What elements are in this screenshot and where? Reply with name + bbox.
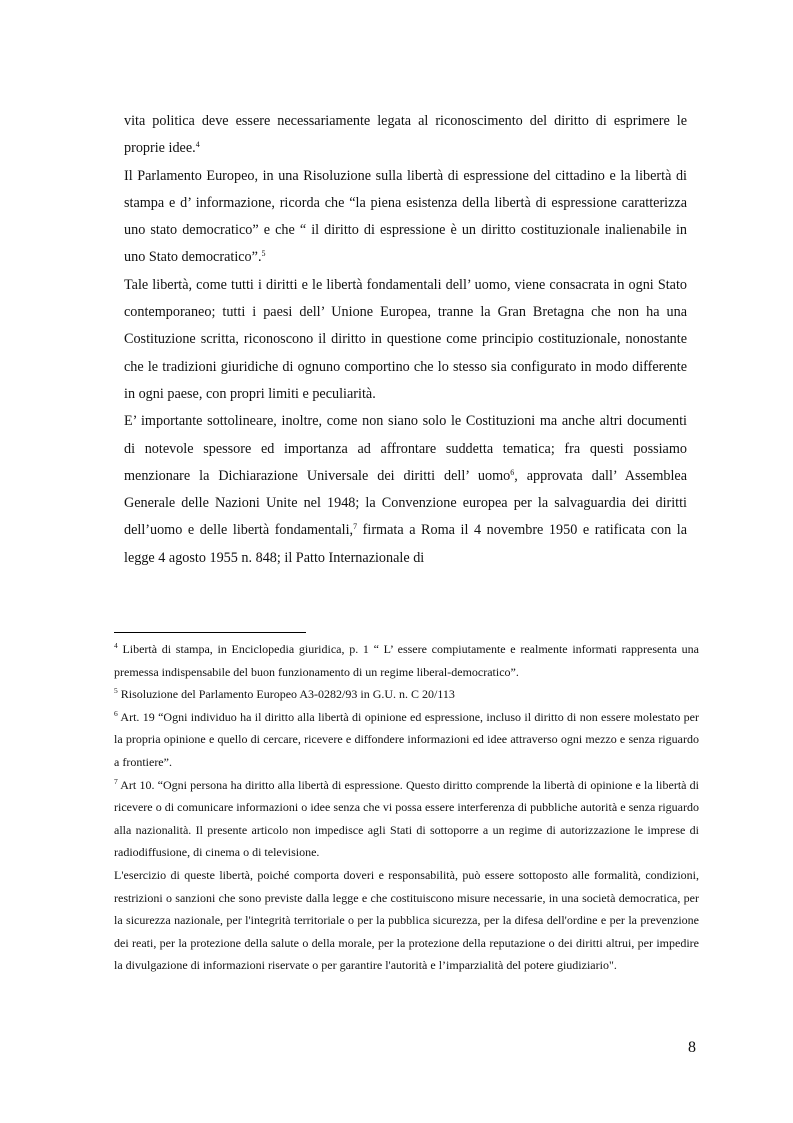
paragraph-3-text: Tale libertà, come tutti i diritti e le libertà fondamentali dell’ uomo, viene consacrata in ogni Stato contemporaneo; tutti i paesi dell’ Unione Europea, tranne la Gran Bretagna che non ha una Costituzione scritta, riconoscono il diritto in questione come principio costituzionale, nonostante che le tradizioni giuridiche di ognuno comportino che lo stesso sia configurato in modo differente in ogni paese, con propri limiti e peculiarità. [124,276,687,402]
footnote-text: Art 10. “Ogni persona ha diritto alla libertà di espressione. Questo diritto comprende la libertà di opinione e la libertà di ricevere o di comunicare informazioni o idee senza che vi possa essere interferenza di pubbliche autorità e senza riguardo alla nazionalità. Il presente articolo non impedisce agli Stati di sottoporre a un regime di autorizzazione le imprese di radiodiffusione, di cinema o di televisione. [114,777,699,860]
footnote-text: Libertà di stampa, in Enciclopedia giuridica, p. 1 “ L’ essere compiutamente e realmente informati rappresenta una premessa indispensabile del buon funzionamento di un regime liberal-democratico”. [114,642,699,679]
footnote-ref-6[interactable]: 6 [510,467,515,477]
paragraph-3 [124,272,687,408]
footnote-text: Art. 19 “Ogni individuo ha il diritto alla libertà di opinione ed espressione, incluso il diritto di non essere molestato per la propria opinione e quello di cercare, ricevere e diffondere informazioni ed idee attraverso ogni mezzo e senza riguardo a frontiere”. [114,709,699,769]
footnote-text: Risoluzione del Parlamento Europeo A3-0282/93 in G.U. n. C 20/113 [117,687,455,702]
paragraph-4 [124,408,687,572]
footnote-4 [114,638,699,683]
footnote-7-continuation: L'esercizio di queste libertà, poiché comporta doveri e responsabilità, può essere sottoposto alle formalità, condizioni, restrizioni o sanzioni che sono previste dalla legge e che costituiscono misure necessarie, in una società democratica, per la sicurezza nazionale, per l'integrità territoriale o per la pubblica sicurezza, per la difesa dell'ordine e per la prevenzione dei reati, per la protezione della salute o della morale, per la protezione della reputazione o dei diritti altrui, per impedire la divulgazione di informazioni riservate o per garantire l'autorità e l’imparzialità del potere giudiziario". [114,867,699,973]
footnote-5 [114,683,699,706]
footnote-separator [114,632,306,633]
paragraph-2-text: Il Parlamento Europeo, in una Risoluzione sulla libertà di espressione del cittadino e la libertà di stampa e d’ informazione, ricorda che “la piena esistenza della libertà di espressione caratterizza uno stato democratico” e che “ il diritto di espressione è un diritto costituzionale inalienabile in uno Stato democratico”. [124,167,687,266]
footnote-number: 4 [114,641,118,650]
footnote-number: 5 [114,686,118,696]
footnote-ref-5[interactable]: 5 [261,249,266,259]
footnote-7 [114,774,699,864]
paragraph-1 [124,108,687,163]
footnote-number: 6 [114,708,118,718]
footnote-number: 7 [114,776,118,786]
footnote-6 [114,706,699,774]
paragraph-1-text: vita politica deve essere necessariamente legata al riconoscimento del diritto di esprimere le proprie idee. [124,113,687,157]
paragraph-4-text-c: firmata a Roma il 4 novembre 1950 e ratificata con la legge 4 agosto 1955 n. 848; il Patto Internazionale di [124,522,687,566]
page-number: 8 [688,1039,696,1056]
footnotes [114,638,699,977]
paragraph-2 [124,163,687,272]
paragraph-4-text-a: E’ importante sottolineare, inoltre, come non siano solo le Costituzioni ma anche altri documenti di notevole spessore ed importanza ad affrontare suddetta tematica; fra questi possiamo menzionare la Dichiarazione Universale dei diritti dell’ uomo [124,413,687,484]
body-text [124,108,687,572]
paragraph-4-text-b: , approvata dall’ Assemblea Generale delle Nazioni Unite nel 1948; la Convenzione europea per la salvaguardia dei diritti dell’uomo e delle libertà fondamentali, [124,467,687,539]
footnote-ref-4[interactable]: 4 [195,140,200,150]
footnote-ref-7[interactable]: 7 [353,522,358,532]
